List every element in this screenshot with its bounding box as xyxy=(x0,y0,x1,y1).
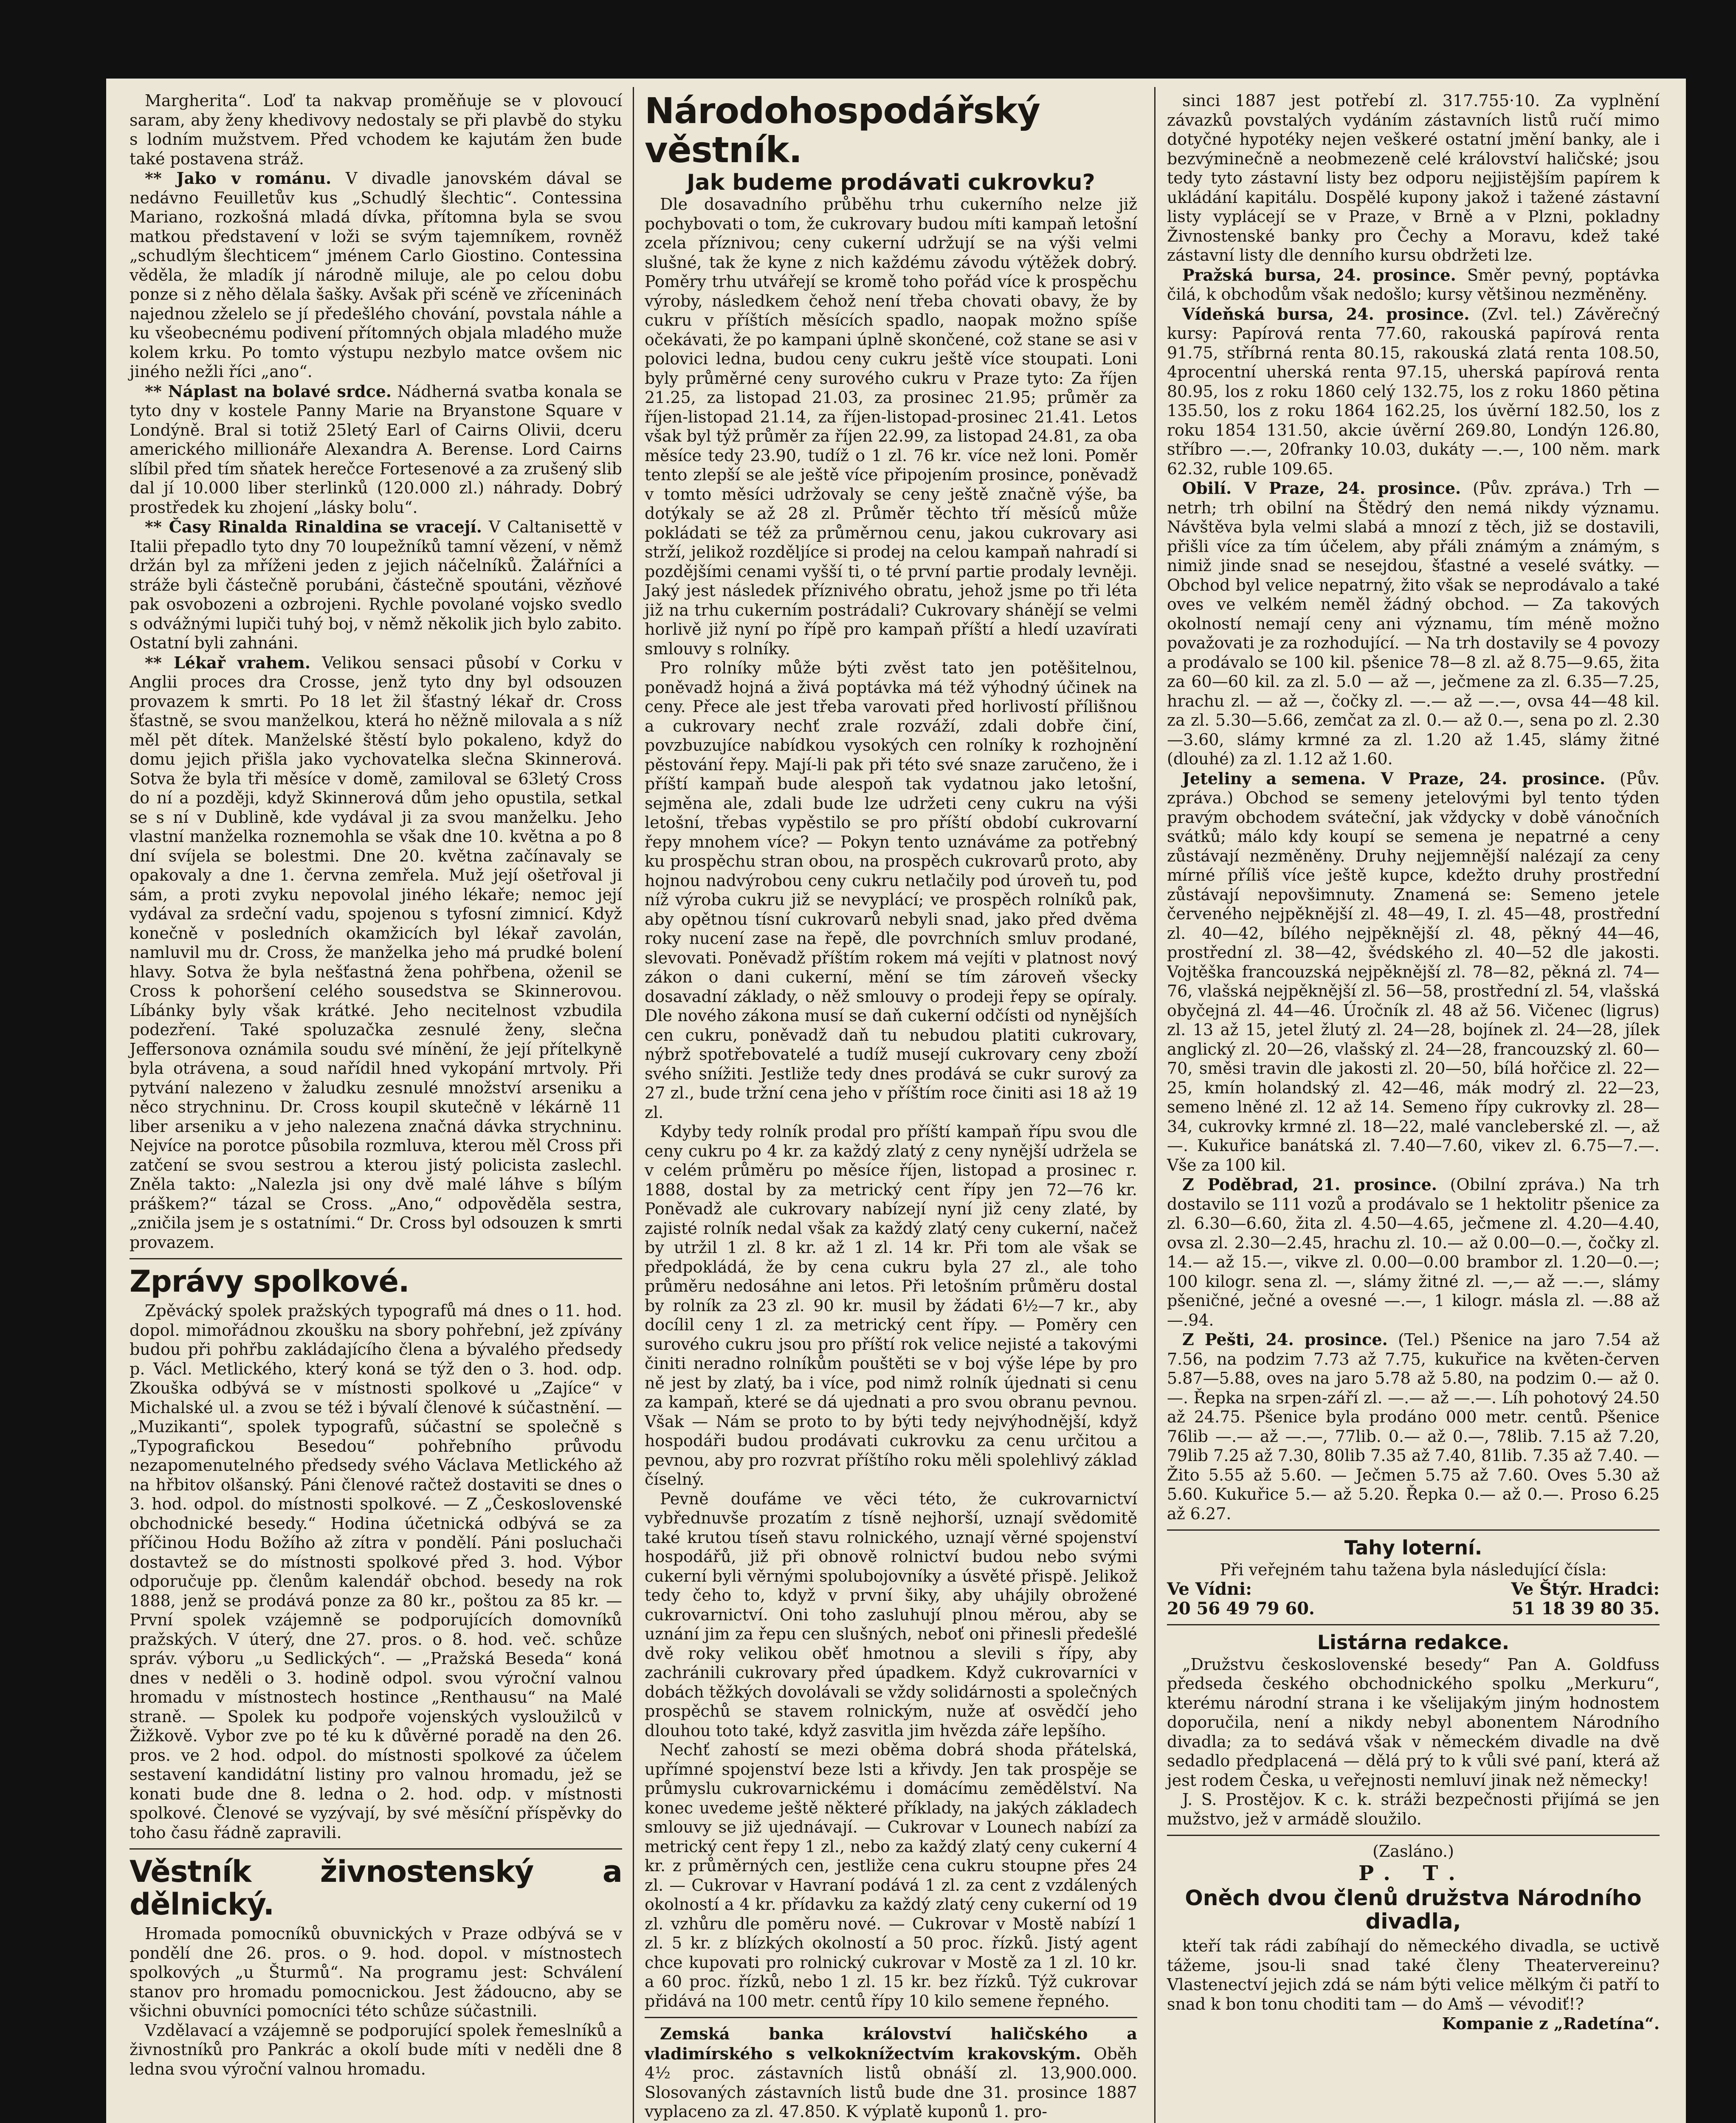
article-title: Z Pešti, 24. prosince. xyxy=(1182,1330,1388,1349)
column-left xyxy=(130,91,622,2079)
newspaper-page xyxy=(106,79,1686,2123)
article-text: ** Náplast na bolavé srdce. Nádherná svatba konala se tyto dny v kostele Panny Marie na Bryanstone Square v Londýně. Bral si totiž 25letý Earl of Cairns Olivii, dceru amerického millionáře Alexandra A. Berense. Lord Cairns slíbil před tím sňatek herečce Fortesenové a za zrušený slib dal jí 10.000 liber sterlinků (120.000 zl.) náhrady. Dobrý prostředek ku zhojení „lásky bolu“. xyxy=(130,381,622,517)
article-text: sinci 1887 jest potřebí zl. 317.755·10. Za vyplnění závazků povstalých vydáním zástavních listů ručí mimo dotyčné hypotéky nejen veškeré ostatní jmění banky, ale i bezvýminečně a neobmezeně celé království haličské; jsou tedy tyto zástavní listy bez odporu nejjistějším papírem k ukládání kapitálu. Dospělé kupony jakož i tažené zástavní listy vyplácejí se v Praze, v Brně a v Plzni, pokladny Živnostenské banky pro Čechy a Moravu, kdež také zástavní listy dle denního kursu obdržeti lze. xyxy=(1167,91,1660,265)
divider xyxy=(645,2017,1137,2018)
article-title: Zemská banka království haličského a vladimírského s velkoknížectvím krakovským. xyxy=(645,2024,1137,2063)
article-title: Jeteliny a semena. V Praze, 24. prosince. xyxy=(1182,769,1606,788)
article-title: ** Jako v románu. xyxy=(145,169,332,188)
divider xyxy=(1167,1529,1660,1531)
article-text: Vídeňská bursa, 24. prosince. (Zvl. tel.) Závěrečný kursy: Papírová renta 77.60, rakouská papírová renta 91.75, stříbrná renta 80.15, rakouská zlatá renta 108.50, 4procentní uherská renta 97.15, uherská papírová renta 80.95, los z roku 1860 celý 132.75, los z roku 1860 pětina 135.50, los z roku 1864 162.25, los úvěrní 182.50, los z roku 1854 131.50, akcie úvěrní 269.80, Londýn 126.80, stříbro —.—, 20franky 10.03, dukáty —.—, 100 něm. mark 62.32, ruble 109.65. xyxy=(1167,304,1660,478)
article-title: Obilí. V Praze, 24. prosince. xyxy=(1182,479,1461,498)
article-text: Jeteliny a semena. V Praze, 24. prosince. (Pův. zpráva.) Obchod se semeny jetelovými byl tento týden pravým obchodem sváteční, jak vždycky v době vánočních svátků; málo kdy koupí se semena je nepatrné a ceny zůstávají nezměněny. Druhy nejjemnější nalézají za ceny mírné příliš více ještě kupce, kdežto druhy prostřední zůstávají nepovšimnuty. Znamená se: Semeno jetele červeného nejpěknější zl. 48—49, I. zl. 45—48, prostřední zl. 40—42, bílého nejpěknější zl. 48, pěkný 44—46, prostřední zl. 38—42, švédského zl. 40—52 dle jakosti. Vojtěška francouzská nejpěknější zl. 78—82, pěkná zl. 74—76, vlašská nejpěknější zl. 56—58, prostřední zl. 54, vlašská obyčejná zl. 44—46. Úročník zl. 48 až 56. Vičenec (ligrus) zl. 13 až 15, jetel žlutý zl. 24—28, bojínek zl. 24—28, jílek anglický zl. 20—26, vlašský zl. 24—28, francouzský zl. 60—70, směsi travin dle jakosti zl. 20—50, bílá hořčice zl. 22—25, kmín holandský zl. 42—46, mák modrý zl. 22—23, semeno lněné zl. 12 až 14. Semeno řípy cukrovky zl. 28—34, cukrovky krmné zl. 18—22, malé vancleberské zl. —, až —. Kukuřice banátská zl. 7.40—7.60, vikev zl. 6.75—7.—. Vše za 100 kil. xyxy=(1167,769,1660,1174)
article-text: J. S. Prostějov. K c. k. stráži bezpečnosti přijímá se jen mužstvo, jež v armádě sloužilo. xyxy=(1167,1790,1660,1828)
article-text: Margherita“. Loď ta nakvap proměňuje se v plovoucí saram, aby ženy khedivovy nedostaly se při plavbě do styku s lodním mužstvem. Před vchodem ke kajutám žen bude také postavena stráž. xyxy=(130,91,622,168)
article-text: ** Lékař vrahem. Velikou sensaci působí v Corku v Anglii proces dra Crosse, jenž tyto dny byl odsouzen provazem k smrti. Po 18 let žil šťastný lékař dr. Cross šťastně, se svou manželkou, která ho něžně milovala a s níž měl pět dítek. Manželské štěstí bylo pokaleno, když do domu jejich přišla jako vychovatelka slečna Skinnerová. Sotva že byla tři měsíce v domě, zamiloval se 63letý Cross do ní a později, když Skinnerová dům jeho opustila, setkal se s ní v Dublině, kde vydával ji za svou manželku. Jeho vlastní manželka roznemohla se však dne 10. května a po 8 dní svíjela se bolestmi. Dne 20. května začínavaly se opakovaly a dne 1. června zemřela. Muž její ošetřoval ji sám, a proti zvyku nepovolal jiného lékaře; nemoc její vydával za srdeční vadu, spojenou s tyfosní zimnicí. Když konečně v posledních okamžicích byl lékař zavolán, namluvil mu dr. Cross, že manželka jeho má prudké bolení hlavy. Sotva že byla nešťastná žena pohřbena, oženil se Cross k pohoršení celého sousedstva se Skinnerovou. Líbánky byly však krátké. Jeho necitelnost vzbudila podezření. Také spoluzačka zesnulé ženy, slečna Jeffersonova oznámila soudu své mínění, že její přítelkyně byla otrávena, a soud nařídil hned vykopání mrtvoly. Při pytvání nalezeno v žaludku zesnulé množství arseniku a něco strychninu. Dr. Cross koupil skutečně v lékárně 11 liber arseniku a v jeho nalezena značná dávka strychninu. Nejvíce na porotce působila rozmluva, kterou měl Cross při zatčení se svou sestrou a kterou jistý policista zaslechl. Zněla takto: „Nalezla jsi ony dvě malé láhve s bílým práškem?“ tázal se Cross. „Ano,“ odpověděla sestra, „zničila jsem je s ostatními.“ Dr. Cross byl odsouzen k smrti provazem. xyxy=(130,653,622,1252)
article-title: Z Poděbrad, 21. prosince. xyxy=(1182,1175,1437,1194)
masthead: Národohospodářský věstník. xyxy=(645,90,1040,171)
article-title: ** Časy Rinalda Rinaldina se vracejí. xyxy=(145,517,482,536)
article-text: Pražská bursa, 24. prosince. Směr pevný, poptávka čilá, k obchodům však nedošlo; kursy většinou nezměněny. xyxy=(1167,265,1660,304)
column-rule xyxy=(633,87,634,2123)
section-heading: Zprávy spolkové. xyxy=(130,1264,409,1299)
article-title: Vídeňská bursa, 24. prosince. xyxy=(1182,304,1470,324)
article-title: ** Lékař vrahem. xyxy=(145,653,311,672)
divider xyxy=(1167,1835,1660,1836)
column-middle xyxy=(645,91,1137,2122)
zaslano-label: (Zasláno.) xyxy=(1372,1842,1454,1861)
article-text: Kdyby tedy rolník prodal pro příští kampaň řípu svou dle ceny cukru po 4 kr. za každý zlatý z ceny nynější udržela se v celém průměru po měsíce říjen, listopad a prosinec r. 1888, dostal by za metrický cent řípy jen 72—76 kr. Poněvadž ale cukrovary nabízejí nyní již ceny zlaté, by zajisté rolník nedal však za každý zlatý ceny cukerní, načež by utržil 1 zl. 8 kr. až 1 zl. 14 kr. Při tom ale však se předpokládá, že by cena cukru byla 27 zl., ale toho průměru nedosáhne ani letos. Při letošním průměru dostal by rolník za 23 zl. 90 kr. musil by žádati 6½—7 kr., aby docílil ceny 1 zl. za metrický cent řípy. — Poměry cen surového cukru jsou pro příští rok velice nejisté a takovými činiti neradno rolníkům pouštěti se v boj výše lépe by pro ně jest by zlatý, ba i více, pod nimž rolník újednati si cenu za kampaň, které se dá ujednati a pro svou obranu pevnou. Však — Nám se proto to by býti tedy nejvýhodnější, když hospodáři budou prodávati cukrovku za cenu určitou a pevnou, aby pro rozvrat příštího roku měli spolehlivý základ číselný. xyxy=(645,1122,1137,1489)
article-text: Z Pešti, 24. prosince. (Tel.) Pšenice na jaro 7.54 až 7.56, na podzim 7.73 až 7.75, kukuřice na květen-červen 5.87—5.88, oves na jaro 5.78 až 5.80, na podzim 0.— až 0.—. Řepka na srpen-září zl. —.— až —.—. Líh pohotový 24.50 až 24.75. Pšenice byla prodáno 000 metr. centů. Pšenice 76lib —.— až —.—, 77lib. 0.— až 0.—, 78lib. 7.15 až 7.20, 79lib 7.25 až 7.30, 80lib 7.35 až 7.40, 81lib. 7.35 až 7.40. — Žito 5.55 až 5.60. — Ječmen 5.75 až 7.60. Oves 5.30 až 5.60. Kukuřice 5.— až 5.20. Řepka 0.— až 0.—. Proso 6.25 až 6.27. xyxy=(1167,1330,1660,1523)
article-text: Nechť zahostí se mezi oběma dobrá shoda přátelská, upřímné spojenství beze lsti a křivdy. Jen tak prospěje se průmyslu cukrovarnickému i domácímu zemědělství. Na konec uvedeme ještě některé příklady, na jakých základech smlouvy se již ujednávají. — Cukrovar v Lounech nabízí za metrický cent řepy 1 zl., nebo za každý zlatý ceny cukerní 4 kr. z průměrných cen, jestliže cena cukru stoupne přes 24 zl. — Cukrovar v Havraní podává 1 zl. za cent z vzdálených okolností a 4 kr. přídavku za každý zlatý ceny cukerní od 19 zl. vzhůru dle poměru nové. — Cukrovar v Mostě nabízí 1 zl. 5 kr. z blízkých okolností a 50 proc. řízků. Jistý agent chce kupovati pro rolnický cukrovar v Mostě za 1 zl. 10 kr. a 60 proc. řízků, nebo 1 zl. 15 kr. bez řízků. Týž cukrovar přidává na 100 metr. centů řípy 10 kilo semene řepného. xyxy=(645,1740,1137,2010)
divider xyxy=(130,1848,622,1850)
article-text: Dle dosavadního průběhu trhu cukerního nelze již pochybovati o tom, že cukrovary budou míti kampaň letošní zcela příznivou; ceny cukerní udržují se na výši velmi slušné, tak že kyne z nich každému závodu výtěžek dobrý. Poměry trhu utvářejí se kromě toho pořád více k prospěchu výroby, následkem čehož není třeba chovati obavy, že by cukru v příštích měsících spadlo, naopak možno spíše očekávati, že po kampani úplně skončené, což stane se asi v polovici ledna, budou ceny cukru ještě více stoupati. Loni byly průměrné ceny surového cukru v Praze tyto: Za říjen 21.25, za listopad 21.03, za prosinec 21.95; průměr za říjen-listopad 21.14, za říjen-listopad-prosinec 21.41. Letos však byl týž průměr za říjen 22.99, za listopad 24.81, za oba měsíce tedy 23.90, tudíž o 1 zl. 76 kr. více než loni. Poměr tento zlepší se ale ještě více připojením prosince, poněvadž v tomto měsíci udržovaly se ceny ještě značně výše, ba dotýkaly se až 28 zl. Průměr těchto tří měsíců může pokládati se též za průměrnou cenu, jakou cukrovary asi strží, jelikož rozděljíce si prodej na celou kampaň nahradí si pozdějšími cenami vyšší ti, o té první partie prodaly levněji. Jaký jest následek příznivého obratu, jehož jsme po tři léta již na trhu cukerním postrádali? Cukrovary shánějí se velmi horlivě již nyní po řípě pro kampaň příští a hledí uzavírati smlouvy s rolníky. xyxy=(645,195,1137,658)
section-heading: Tahy loterní. xyxy=(1344,1536,1482,1559)
column-rule xyxy=(1154,87,1155,2123)
lottery-number-list: 20 56 49 79 60. xyxy=(1167,1598,1315,1619)
salutation: P. T. xyxy=(1358,1861,1468,1885)
article-text: Zemská banka království haličského a vladimírského s velkoknížectvím krakovským. Oběh 4½ proc. zástavních listů obnáší zl. 13,900.000. Slosovaných zástavních listů bude dne 31. prosince 1887 vyplaceno za zl. 47.850. K výplatě kuponů 1. pro- xyxy=(645,2024,1137,2121)
signature: Kompanie z „Radetína“. xyxy=(1442,2014,1660,2033)
section-heading: Listárna redakce. xyxy=(1317,1631,1510,1654)
lottery-intro: Při veřejném tahu tažena byla následující čísla: xyxy=(1220,1560,1607,1579)
article-subhead: Jak budeme prodávati cukrovku? xyxy=(687,169,1095,195)
article-text: kteří tak rádi zabíhají do německého divadla, se uctivě tážeme, jsou-li snad také členy Theatervereinu? Vlastenectví jejich zdá se nám býti velice mělkým či patří to snad k bon tonu choditi tam — do Amš — vévodiť!? xyxy=(1167,1937,1660,2013)
lottery-locations xyxy=(1167,1580,1660,1599)
lottery-location: Ve Štýr. Hradci: xyxy=(1511,1579,1660,1599)
article-text: ** Jako v románu. V divadle janovském dával se nedávno Feuilletův kus „Schudlý šlechtic“. Contessina Mariano, rozkošná mladá dívka, přítomna byla se svou matkou představení v loži se svým tajemníkem, rovněž „schudlým šlechticem“ jménem Carlo Giostino. Contessina věděla, že mladík jí národně miluje, ale po celou dobu ponze si z něho dělala šašky. Avšak při scéně ve zříceninách najednou zželelo se jí předešlého chování, povstala náhle a ku všeobecnému podivení přítomných objala mladého muže kolem krku. Po tomto výstupu nezbylo matce ovšem nic jiného nežli říci „ano“. xyxy=(130,169,622,381)
section-heading: Věstník živnostenský a dělnický. xyxy=(130,1854,622,1922)
article-title: ** Náplast na bolavé srdce. xyxy=(145,381,392,401)
article-text: „Družstvu československé besedy“ Pan A. Goldfuss předseda českého obchodnického spolku „Merkuru“, kterému národní strana i ke všelijakým jiným hodnostem doporučila, není a nikdy nebyl abonentem Národního divadla; za to sedává však v německém divadle na dvě sedadlo předplacená — dělá prý to k vůli své paní, která až jest rodem Česka, u veřejnosti nemluví jinak než německy! xyxy=(1167,1655,1660,1790)
lottery-numbers xyxy=(1167,1599,1660,1619)
article-text: ** Časy Rinalda Rinaldina se vracejí. V Caltanisettě v Italii přepadlo tyto dny 70 loupežníků tamní vězení, v němž držán byl za mříženi jeden z jejich náčelníků. Žalářníci a stráže byli částečně porubáni, částečně spoutáni, vězňové pak osvobozeni a ozbrojeni. Rychle povolané vojsko svedlo s odvážnými lupiči tuhý boj, v němž několik jich bylo zabito. Ostatní byli zahnáni. xyxy=(130,517,622,652)
notice-title: Oněch dvou členů družstva Národního divadla, xyxy=(1185,1886,1642,1934)
article-text: Z Poděbrad, 21. prosince. (Obilní zpráva.) Na trh dostavilo se 111 vozů a prodávalo se 1 hektolitr pšenice za zl. 6.30—6.60, žita zl. 4.50—4.65, ječmene zl. 4.20—4.40, ovsa zl. 2.30—2.45, hrachu zl. 10.— až 0.00—0.—, čočky zl. 14.— až 15.—, vikve zl. 0.00—0.00 brambor zl. 1.20—0.—; 100 kilogr. sena zl. —, slámy žitné zl. —,— až —.—, slámy pšeničné, ječné a ovesné —.—, 1 kilogr. másla zl. —.88 až —.94. xyxy=(1167,1175,1660,1329)
article-title: Pražská bursa, 24. prosince. xyxy=(1182,265,1456,284)
article-text: Zpěvácký spolek pražských typografů má dnes o 11. hod. dopol. mimořádnou zkoušku na sbory pohřební, jež zpívány budou při pohřbu zakládajícího člena a bývalého předsedy p. Václ. Metlického, který koná se týž den o 3. hod. odp. Zkouška odbývá se v místnosti spolkové u „Zajíce“ v Michalské ul. a zvou se též i bývalí členové k súčastnění. — „Muzikanti“, spolek typografů, súčastní se společně s „Typografickou Besedou“ pohřebního průvodu nezapomenutelného předsedy svého Václava Metlického až na hřbitov olšanský. Páni členové račtež dostaviti se dnes o 3. hod. odpol. do místnosti spolkové. — Z „Československé obchodnické besedy.“ Hodina účetnická odbývá se za příčinou Hodu Božího až zítra v pondělí. Páni posluchači dostavtež se do místnosti spolkové před 3. hod. Výbor odporučuje pp. členům kalendář obchod. besedy na rok 1888, jenž se prodává ponze za 80 kr., poštou za 85 kr. — První spolek vzájemně se podporujících domovníků pražských. V úterý, dne 27. pros. o 8. hod. več. schůze správ. výboru „u Sedlických“. — „Pražská Beseda“ koná dnes v neděli o 3. hodině odpol. svou výroční valnou hromadu v místnostech hostince „Renthausu“ na Malé straně. — Spolek ku podpoře vojenských vysloužilců v Žižkově. Vybor zve po té ku k důvěrné poradě na den 26. pros. ve 2 hod. odpol. do místnosti spolkové za účelem sestavení kandidátní listiny pro valnou hromadu, jež se konati bude dne 8. ledna o 2. hod. odp. v místnosti spolkové. Členové se vyzývají, by své měsíční příspěvky do toho času řádně zapravili. xyxy=(130,1301,622,1842)
article-text: Obilí. V Praze, 24. prosince. (Pův. zpráva.) Trh — netrh; trh obilní na Štědrý den nemá nikdy významu. Návštěva byla velmi slabá a mnozí z těch, již se dostavili, přišli více za tím účelem, aby přáli známým a známým, s nimiž jinde snad se nesejdou, šťastné a veselé svátky. — Obchod byl velice nepatrný, žito však se neprodávalo a také oves ve velkém neměl žádný obchod. — Za takových okolností nemají ceny ani významu, tím méně možno považovati je za rozhodující. — Na trh dostavily se 4 povozy a prodávalo se 100 kil. pšenice 78—8 zl. až 8.75—9.65, žita za 60—60 kil. za zl. 5.0 — až —, ječmene za zl. 6.35—7.25, hrachu zl. — až —, čočky zl. —.— až —.—, ovsa 44—48 kil. za zl. 5.30—5.66, zemčat za zl. 0.— až 0.—, sena po zl. 2.30—3.60, slámy krmné za zl. 1.20 až 1.45, slámy žitné (dlouhé) za zl. 1.12 až 1.60. xyxy=(1167,479,1660,768)
divider xyxy=(130,1258,622,1259)
column-right xyxy=(1167,91,1660,2034)
article-text: Hromada pomocníků obuvnických v Praze odbývá se v pondělí dne 26. pros. o 9. hod. dopol. v místnostech spolkových „u Šturmů“. Na programu jest: Schválení stanov pro hromadu pomocnickou. Jest žádoucno, aby se všichni obuvníci pomocníci této schůze súčastnili. xyxy=(130,1924,622,2020)
article-text: Pro rolníky může býti zvěst tato jen potěšitelnou, poněvadž hojná a živá poptávka má též výhodný účinek na ceny. Přece ale jest třeba varovati před horlivostí přílišnou a cukrovary nechť zrale rozváží, zdali dobře činí, povzbuzujíce nabídkou vysokých cen rolníky k rozhojnění pěstování řepy. Mají-li pak při této své snaze zaručeno, že i příští kampaň bude alespoň tak vydatnou jako letošní, sejměna ale, zdali bude lze udržeti ceny cukru na výši letošní, třebas vypěstilo se pro příští období cukrovarní řepy mnohem více? — Pokyn tento uznáváme za potřebný ku prospěchu stran obou, na prospěch cukrovarů proto, aby hojnou nadvýrobou ceny cukru netlačily pod úroveň tu, pod níž výroba cukru již se nevyplácí; ve prospěch rolníků pak, aby opětnou tísní cukrovarů nebyli snad, jako před dvěma roky nucení zase na řepě, dle povrchních smluv prodané, slevovati. Poněvadž příštím rokem má vejíti v platnost nový zákon o dani cukerní, mění se tím zároveň všecky dosavadní základy, o něž smlouvy o prodeji řepy se opíraly. Dle nového zákona musí se daň cukerní odčísti od nynějších cen cukru, poněvadž daň tu nebudou platiti cukrovary, nýbrž spotřebovatelé a tudíž musejí cukrovary ceny zboží svého snížiti. Jestliže tedy dnes prodává se cukr surový za 27 zl., bude tržní cena jeho v příštím roce činiti asi 18 až 19 zl. xyxy=(645,659,1137,1122)
article-text: Vzdělavací a vzájemně se podporující spolek řemeslníků a živnostníků pro Pankrác a okolí bude míti v neděli dne 8 ledna svou výroční valnou hromadu. xyxy=(130,2021,622,2078)
article-text: Pevně doufáme ve věci této, že cukrovarnictví vybřednuvše prozatím z tísně nejhorší, uznají svědomitě také krutou tíseň stavu rolnického, uznají věrné spojenství hospodářů, již při obnově rolnictví budou nebo svými cukerní byli věrnými spolubojovníky a úsvěté přispě. Jelikož tedy čeho to, když v první šiky, aby uhájily obrožené cukrovarnictví. Oni toho zasluhují plnou měrou, aby se uznání jim za řepu cen slušných, neboť oni přinesli předešlé dvě roky velikou oběť hmotnou a slevili s řípy, aby zachránili cukrovary před úpadkem. Když cukrovarníci v dobách těžkých dovolávali se vždy solidárnosti a společných prospěchů se stavem rolnickým, nuže ať osvědčí jeho dlouhou toto také, když zasvitla jim hvězda záře lepšího. xyxy=(645,1489,1137,1740)
lottery-number-list: 51 18 39 80 35. xyxy=(1512,1598,1660,1619)
divider xyxy=(1167,1624,1660,1625)
lottery-location: Ve Vídni: xyxy=(1167,1579,1252,1599)
